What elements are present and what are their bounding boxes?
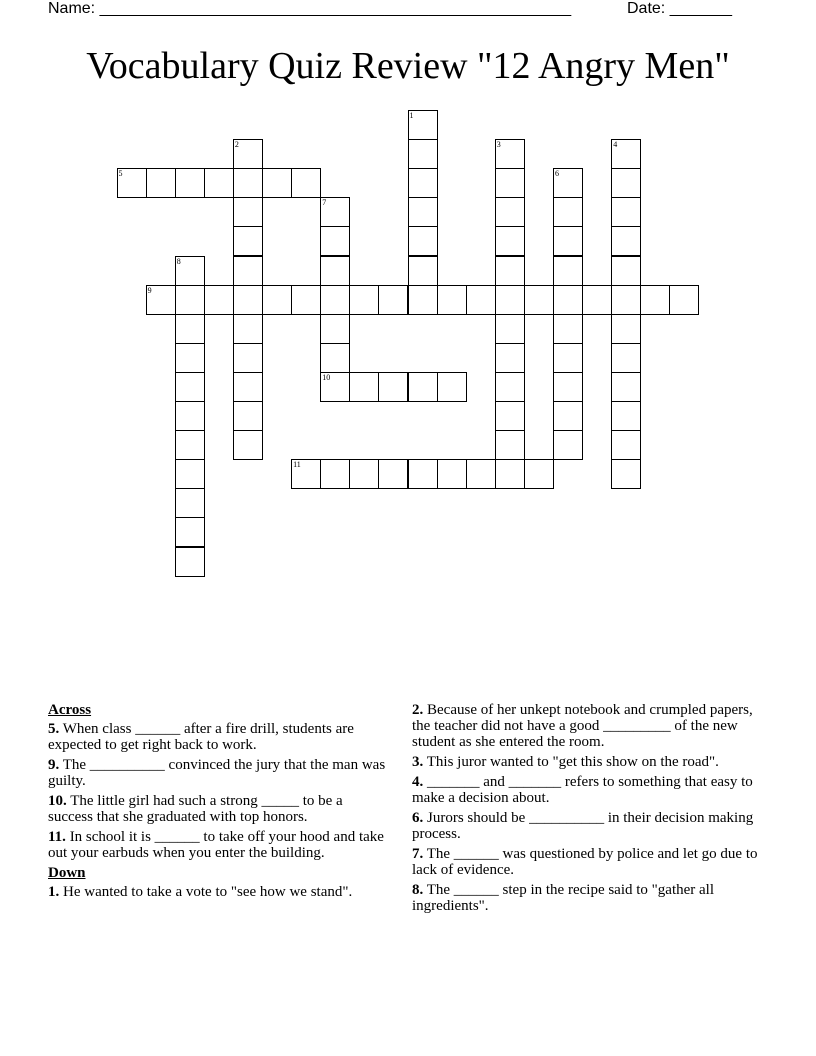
grid-cell[interactable]	[146, 285, 176, 315]
grid-cell[interactable]	[146, 168, 176, 198]
clue-down-8: 8. The ______ step in the recipe said to "gather all ingredients".	[412, 882, 715, 914]
grid-cell[interactable]	[175, 372, 205, 402]
grid-cell[interactable]	[117, 168, 147, 198]
cell-number: 3	[496, 140, 501, 150]
grid-cell[interactable]	[495, 372, 525, 402]
cell-number: 11	[293, 460, 301, 470]
grid-cell[interactable]	[233, 168, 263, 198]
grid-cell[interactable]	[553, 401, 583, 431]
grid-cell[interactable]	[175, 314, 205, 344]
date-label: Date: _______	[627, 0, 732, 17]
clue-down-7: 7. The ______ was questioned by police and let go due to lack of evidence.	[412, 846, 758, 878]
grid-cell[interactable]	[553, 430, 583, 460]
grid-cell[interactable]	[320, 314, 350, 344]
grid-cell[interactable]	[233, 372, 263, 402]
grid-cell[interactable]	[233, 197, 263, 227]
grid-cell[interactable]	[349, 285, 379, 315]
clue-down-2: 2. Because of her unkept notebook and crumpled papers, the teacher did not have a good _________ of the new student as she entered the room.	[412, 702, 753, 750]
down-heading: Down	[48, 865, 86, 881]
grid-cell[interactable]	[378, 285, 408, 315]
cell-number: 6	[555, 169, 559, 179]
grid-cell[interactable]	[582, 285, 612, 315]
grid-cell[interactable]	[553, 372, 583, 402]
cell-number: 4	[613, 140, 618, 150]
grid-cell[interactable]	[495, 139, 525, 169]
cell-number: 9	[147, 285, 152, 295]
grid-cell[interactable]	[175, 343, 205, 373]
grid-cell[interactable]	[553, 343, 583, 373]
grid-cell[interactable]	[553, 285, 583, 315]
grid-cell[interactable]	[408, 197, 438, 227]
grid-cell[interactable]	[408, 459, 438, 489]
grid-cell[interactable]	[320, 343, 350, 373]
clue-across-10: 10. The little girl had such a strong _____ to be a success that she graduated with top honors.	[48, 793, 343, 825]
clue-down-1: 1. He wanted to take a vote to "see how we stand".	[48, 884, 353, 900]
grid-cell[interactable]	[553, 168, 583, 198]
cell-number: 2	[234, 140, 239, 150]
grid-cell[interactable]	[495, 430, 525, 460]
grid-cell[interactable]	[291, 168, 321, 198]
grid-cell[interactable]	[349, 372, 379, 402]
grid-cell[interactable]	[408, 256, 438, 286]
grid-cell[interactable]	[495, 285, 525, 315]
grid-cell[interactable]	[408, 226, 438, 256]
grid-cell[interactable]	[611, 139, 641, 169]
grid-cell[interactable]	[437, 372, 467, 402]
grid-cell[interactable]	[175, 401, 205, 431]
grid-cell[interactable]	[611, 430, 641, 460]
grid-cell[interactable]	[175, 285, 205, 315]
grid-cell[interactable]	[495, 314, 525, 344]
across-heading: Across	[48, 702, 92, 718]
grid-cell[interactable]	[611, 226, 641, 256]
grid-cell[interactable]	[495, 459, 525, 489]
cell-number: 7	[322, 198, 327, 208]
grid-cell[interactable]	[524, 459, 554, 489]
grid-cell[interactable]	[378, 372, 408, 402]
cell-number: 10	[322, 372, 331, 382]
grid-cell[interactable]	[611, 372, 641, 402]
grid-cell[interactable]	[175, 488, 205, 518]
grid-cell[interactable]	[233, 226, 263, 256]
grid-cell[interactable]	[466, 459, 496, 489]
grid-cell[interactable]	[495, 343, 525, 373]
grid-cell[interactable]	[262, 285, 292, 315]
grid-cell[interactable]	[175, 168, 205, 198]
grid-cell[interactable]	[378, 459, 408, 489]
clue-down-3: 3. This juror wanted to "get this show on the road".	[412, 754, 719, 770]
grid-cell[interactable]	[553, 256, 583, 286]
page-title: Vocabulary Quiz Review "12 Angry Men"	[86, 45, 730, 87]
grid-cell[interactable]	[611, 285, 641, 315]
grid-cell[interactable]	[320, 459, 350, 489]
grid-cell[interactable]	[233, 430, 263, 460]
grid-cell[interactable]	[204, 285, 234, 315]
clue-across-9: 9. The __________ convinced the jury that the man was guilty.	[48, 757, 386, 789]
across-clues	[48, 702, 388, 904]
grid-cell[interactable]	[320, 285, 350, 315]
grid-cell[interactable]	[495, 256, 525, 286]
grid-cell[interactable]	[495, 226, 525, 256]
cell-number: 5	[118, 169, 123, 179]
clue-down-6: 6. Jurors should be __________ in their decision making process.	[412, 810, 754, 842]
grid-cell[interactable]	[233, 256, 263, 286]
grid-cell[interactable]	[204, 168, 234, 198]
grid-cell[interactable]	[611, 256, 641, 286]
grid-cell[interactable]	[175, 517, 205, 547]
grid-cell[interactable]	[175, 459, 205, 489]
grid-cell[interactable]	[611, 459, 641, 489]
clue-across-5: 5. When class ______ after a fire drill, students are expected to get right back to work.	[48, 721, 354, 753]
grid-cell[interactable]	[320, 372, 350, 402]
grid-cell[interactable]	[233, 401, 263, 431]
name-label: Name: _____________________________________________________	[48, 0, 572, 17]
grid-cell[interactable]	[291, 285, 321, 315]
grid-cell[interactable]	[611, 343, 641, 373]
grid-cell[interactable]	[175, 547, 205, 577]
grid-cell[interactable]	[553, 314, 583, 344]
grid-cell[interactable]	[320, 256, 350, 286]
grid-cell[interactable]	[233, 343, 263, 373]
grid-cell[interactable]	[669, 285, 699, 315]
grid-cell[interactable]	[611, 314, 641, 344]
grid-cell[interactable]	[408, 168, 438, 198]
grid-cell[interactable]	[553, 197, 583, 227]
grid-cell[interactable]	[495, 168, 525, 198]
cell-number: 8	[176, 256, 181, 266]
grid-cell[interactable]	[408, 139, 438, 169]
grid-cell[interactable]	[320, 197, 350, 227]
grid-cell[interactable]	[175, 256, 205, 286]
cell-number: 1	[409, 111, 414, 120]
grid-cell[interactable]	[553, 226, 583, 256]
grid-cell[interactable]	[408, 372, 438, 402]
grid-cell[interactable]	[233, 314, 263, 344]
grid-cell[interactable]	[175, 430, 205, 460]
grid-cell[interactable]	[495, 197, 525, 227]
grid-cell[interactable]	[262, 168, 292, 198]
grid-cell[interactable]	[611, 168, 641, 198]
grid-cell[interactable]	[320, 226, 350, 256]
grid-cell[interactable]	[524, 285, 554, 315]
grid-cell[interactable]	[408, 285, 438, 315]
grid-cell[interactable]	[611, 401, 641, 431]
grid-cell[interactable]	[349, 459, 379, 489]
grid-cell[interactable]	[611, 197, 641, 227]
grid-cell[interactable]	[437, 459, 467, 489]
grid-cell[interactable]	[291, 459, 321, 489]
grid-cell[interactable]	[495, 401, 525, 431]
grid-cell[interactable]	[233, 139, 263, 169]
grid-cell[interactable]	[233, 285, 263, 315]
grid-cell[interactable]	[640, 285, 670, 315]
clue-across-11: 11. In school it is ______ to take off your hood and take out your earbuds when you enter the building.	[48, 829, 384, 861]
down-clues	[412, 702, 762, 918]
grid-cell[interactable]	[437, 285, 467, 315]
clue-down-4: 4. _______ and _______ refers to something that easy to make a decision about.	[412, 774, 753, 806]
grid-cell[interactable]	[408, 110, 438, 140]
grid-cell[interactable]	[466, 285, 496, 315]
